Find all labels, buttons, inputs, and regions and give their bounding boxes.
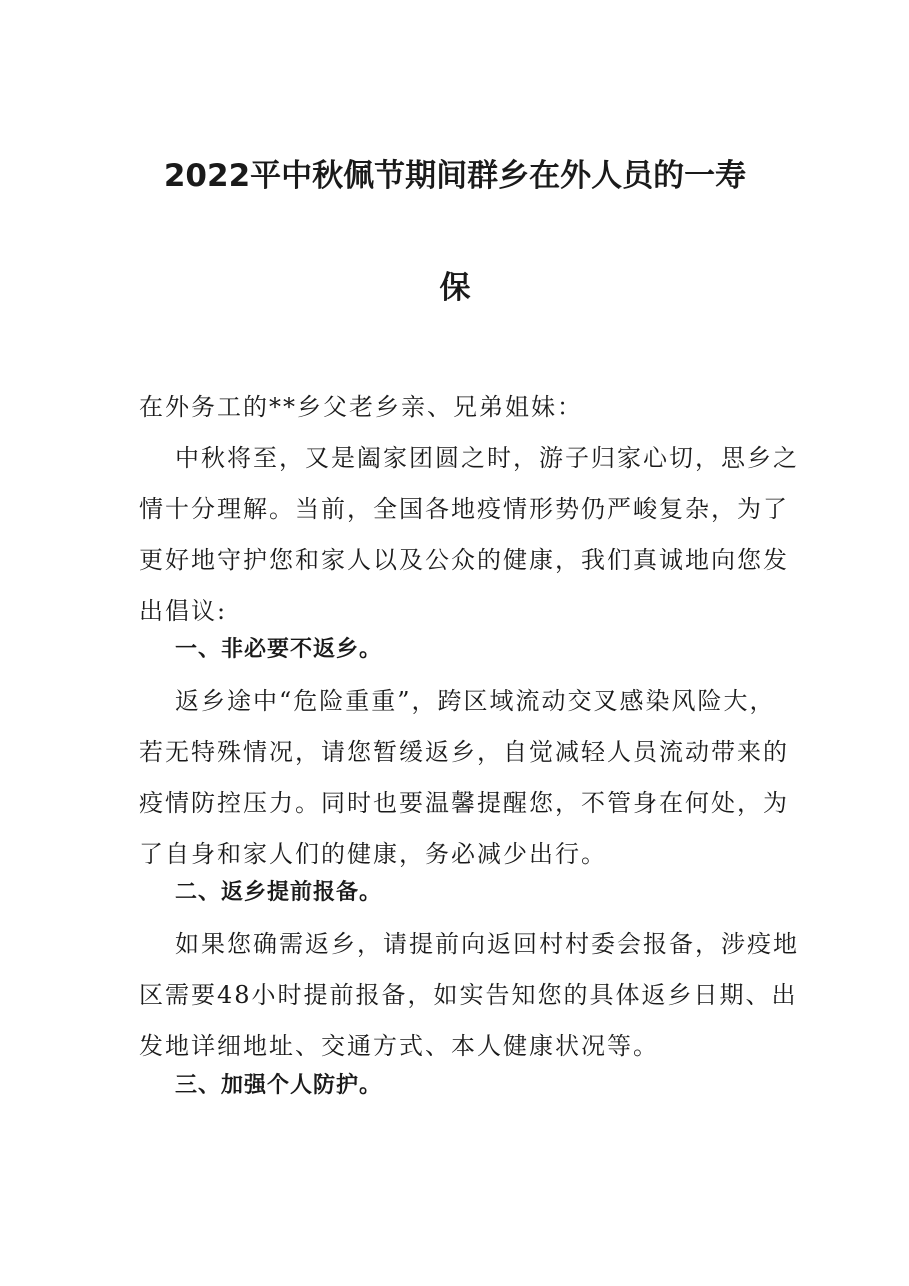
section-2-line: 发地详细地址、交通方式、本人健康状况等。: [139, 1032, 659, 1060]
document-title-line-1: 2022平中秋佩节期间群乡在外人员的一寿: [163, 158, 747, 194]
section-1-line: 疫情防控压力。同时也要温馨提醒您，不管身在何处，为: [139, 789, 789, 817]
intro-line: 出倡议:: [139, 597, 228, 625]
section-heading-3: 三、加强个人防护。: [175, 1073, 383, 1098]
section-1-line: 若无特殊情况，请您暂缓返乡，自觉减轻人员流动带来的: [139, 738, 789, 766]
intro-line: 中秋将至，又是阖家团圆之时，游子归家心切，思乡之: [175, 444, 799, 472]
intro-line: 情十分理解。当前，全国各地疫情形势仍严峻复杂，为了: [139, 495, 789, 523]
section-heading-2: 二、返乡提前报备。: [175, 880, 383, 905]
section-1-line: 了自身和家人们的健康，务必减少出行。: [139, 840, 607, 868]
section-2-line: 区需要48小时提前报备，如实告知您的具体返乡日期、出: [139, 981, 798, 1009]
document-title-line-2: 保: [439, 270, 471, 306]
intro-line: 更好地守护您和家人以及公众的健康，我们真诚地向您发: [139, 546, 789, 574]
salutation: 在外务工的**乡父老乡亲、兄弟姐妹：: [139, 393, 583, 421]
section-1-line: 返乡途中“危险重重”，跨区域流动交叉感染风险大，: [175, 687, 776, 715]
section-heading-1: 一、非必要不返乡。: [175, 637, 383, 662]
section-2-line: 如果您确需返乡，请提前向返回村村委会报备，涉疫地: [175, 930, 799, 958]
